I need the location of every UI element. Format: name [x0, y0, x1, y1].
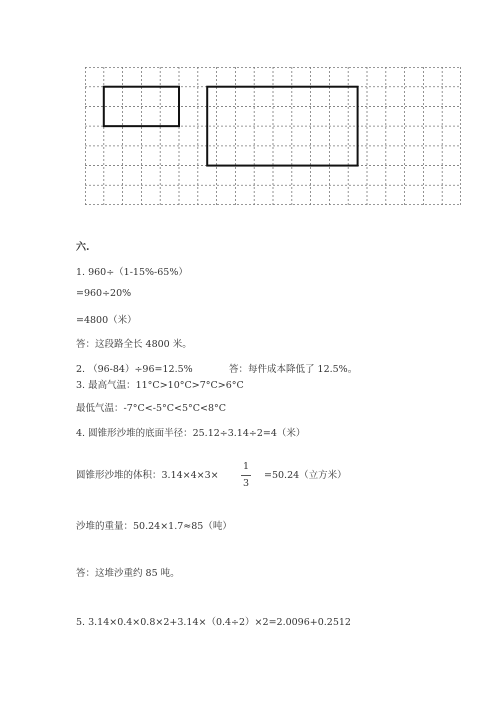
q1-answer: 答：这段路全长 4800 米。: [76, 339, 192, 350]
q4-radius: 4. 圆锥形沙堆的底面半径：25.12÷3.14÷2=4（米）: [76, 428, 306, 439]
fraction-numerator: 1: [242, 461, 250, 472]
fraction-denominator: 3: [242, 478, 250, 489]
q2-text: 2. （96-84）÷96=12.5%: [76, 364, 193, 375]
q4-volume-suffix: =50.24（立方米）: [264, 470, 347, 481]
q4-weight: 沙堆的重量：50.24×1.7≈85（吨）: [76, 521, 232, 532]
fraction-bar: [241, 475, 251, 476]
q3-highest: 3. 最高气温：11°C>10°C>7°C>6°C: [76, 380, 244, 391]
fraction-one-third: [241, 461, 251, 490]
q5-text: 5. 3.14×0.4×0.8×2+3.14×（0.4÷2）×2=2.0096+0.2512: [76, 617, 351, 628]
grid-svg: [85, 67, 461, 205]
q4-answer: 答：这堆沙重约 85 吨。: [76, 568, 180, 579]
q1-line2: =960÷20%: [76, 288, 132, 299]
section-heading: 六.: [76, 242, 90, 253]
q4-volume-prefix: 圆锥形沙堆的体积：3.14×4×3×: [76, 470, 219, 481]
q2-answer: 答：每件成本降低了 12.5%。: [229, 364, 358, 375]
q1-line1: 1. 960÷（1-15%-65%）: [76, 267, 188, 278]
grid-diagram: [85, 67, 461, 205]
q1-line3: =4800（米）: [76, 315, 137, 326]
q3-lowest: 最低气温：-7°C<-5°C<5°C<8°C: [76, 403, 227, 414]
